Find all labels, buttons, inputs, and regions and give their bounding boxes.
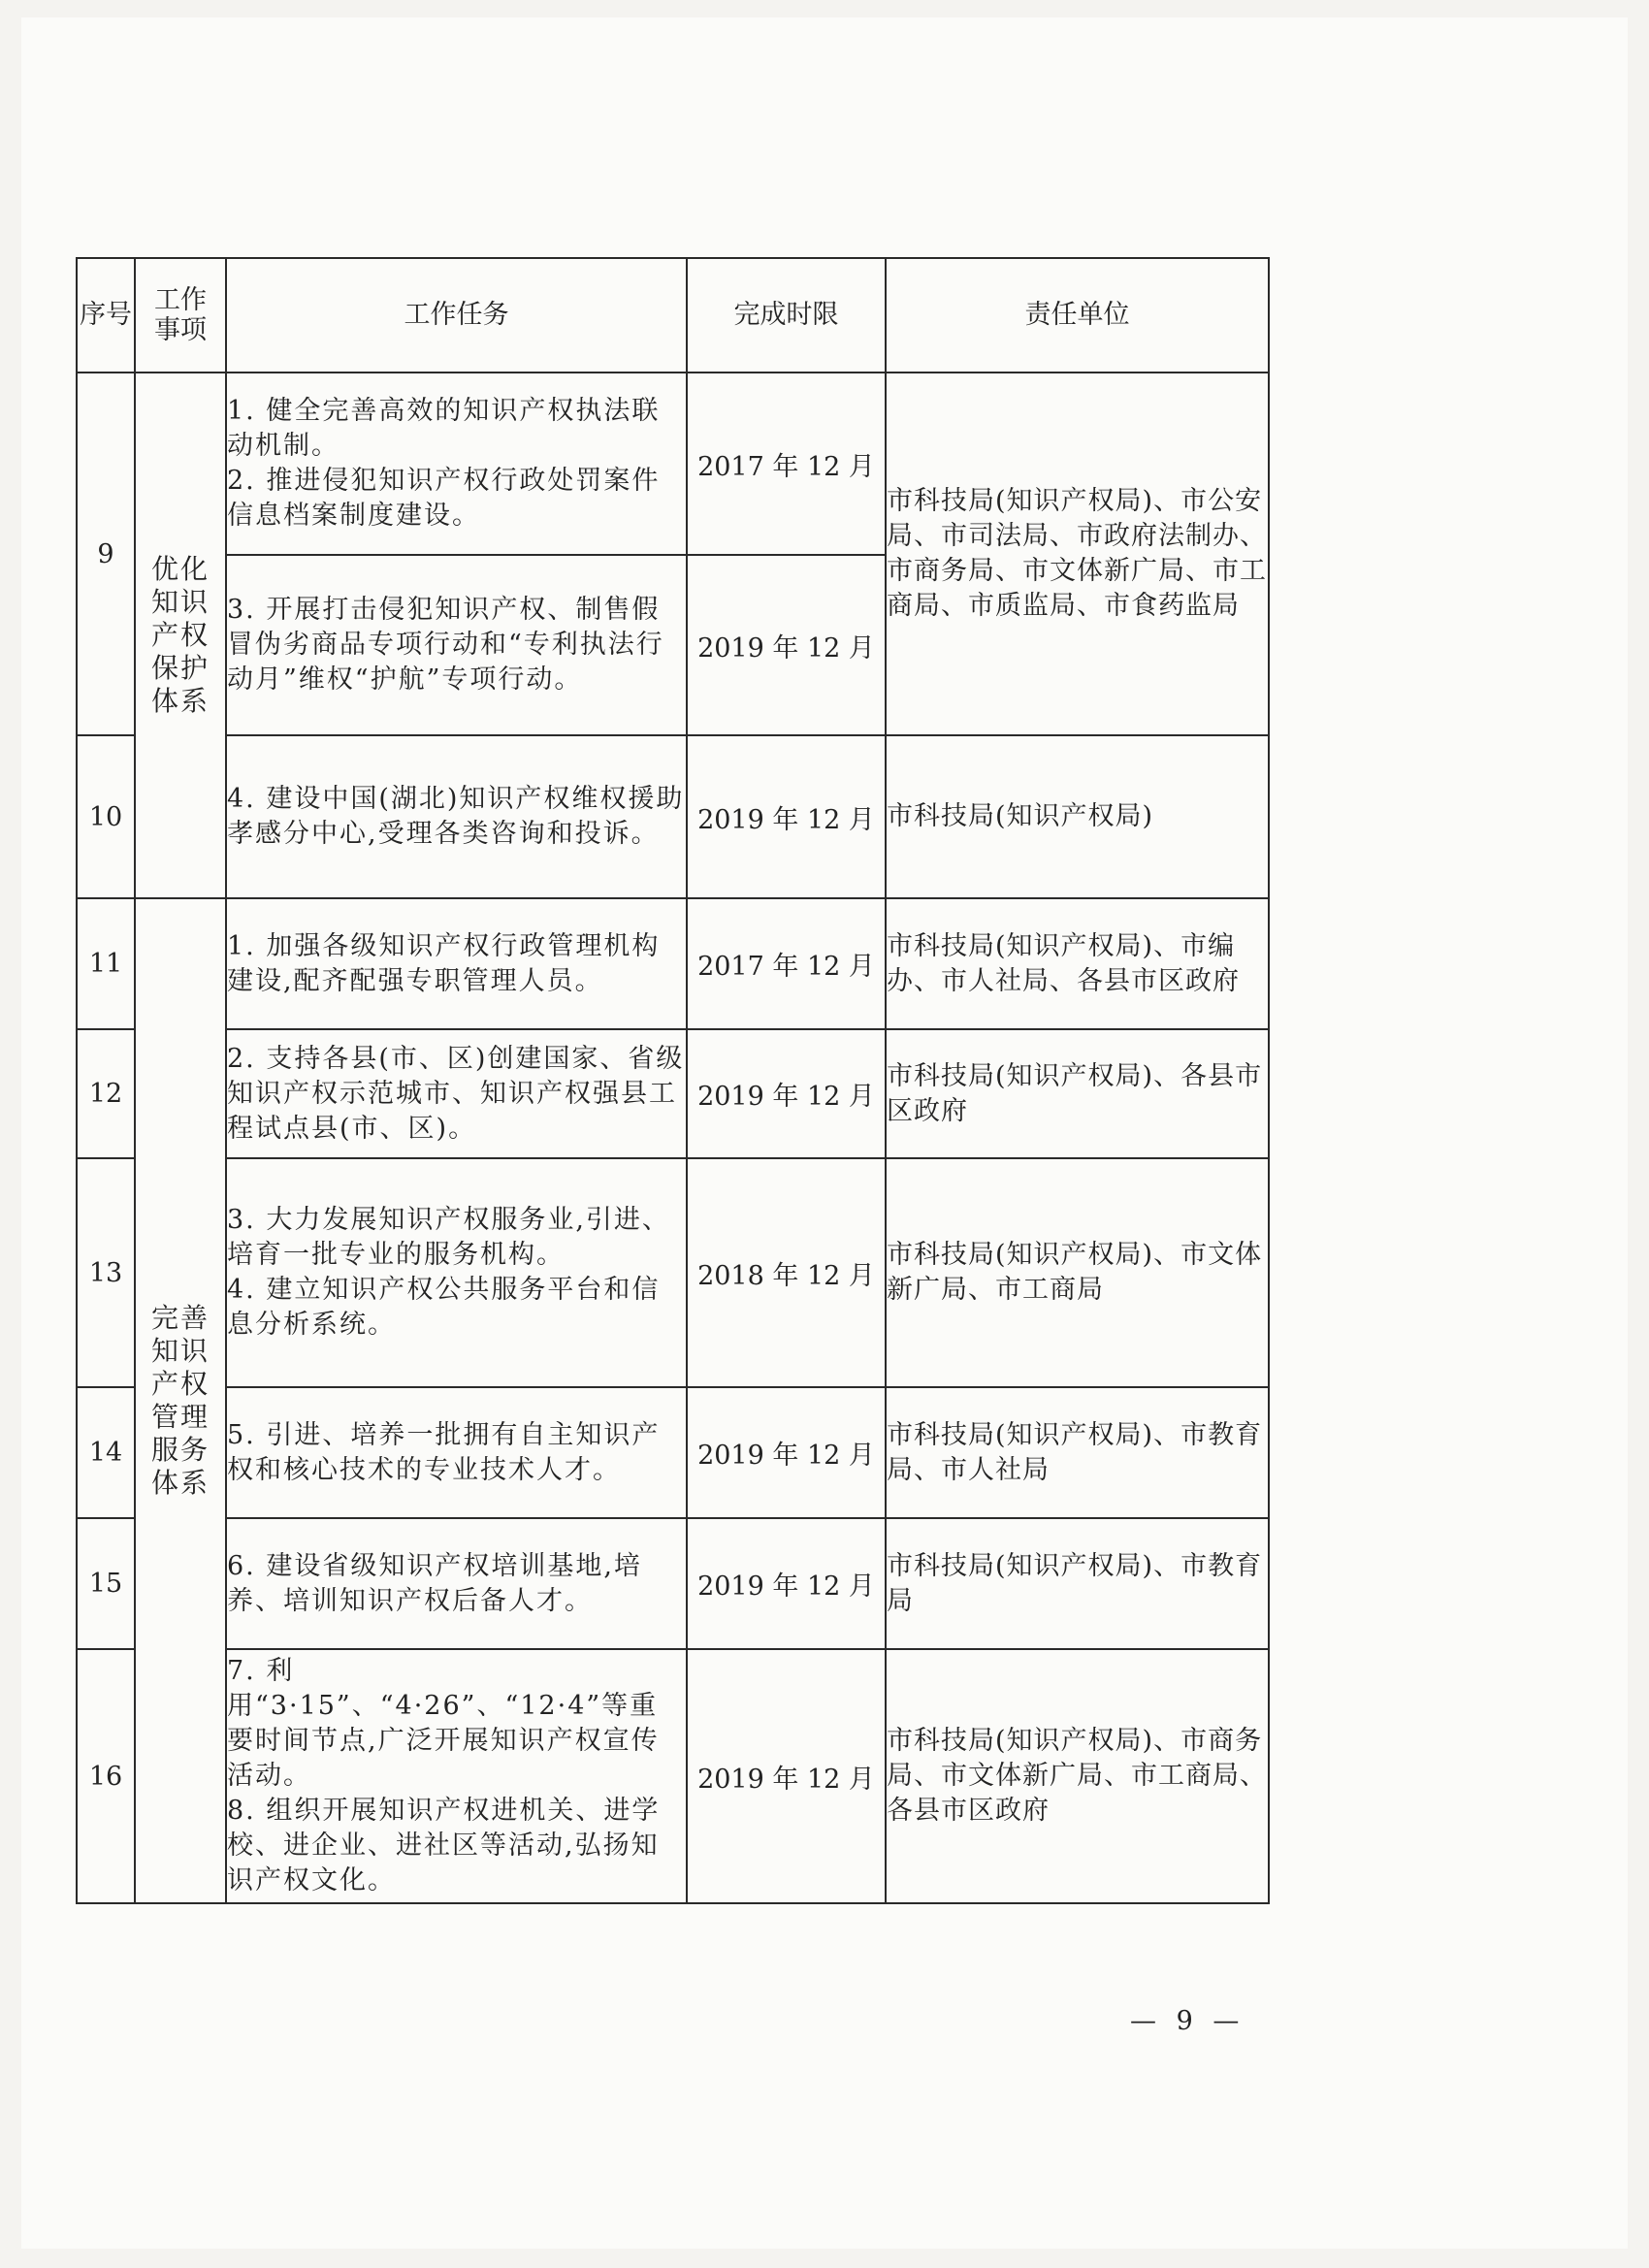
- table-row: [77, 373, 1269, 555]
- category-cell: 优化知识产权保护体系: [135, 373, 226, 898]
- deadline-cell: 2017 年 12 月: [687, 898, 886, 1029]
- seq-cell: 12: [77, 1029, 135, 1158]
- unit-cell: 市科技局(知识产权局)、市商务局、市文体新广局、市工商局、各县市区政府: [886, 1649, 1269, 1903]
- task-cell: 5. 引进、培养一批拥有自主知识产权和核心技术的专业技术人才。: [226, 1387, 687, 1518]
- task-cell: 7. 利用“3·15”、“4·26”、“12·4”等重要时间节点,广泛开展知识产权宣传活动。 8. 组织开展知识产权进机关、进学校、进企业、进社区等活动,弘扬知识产权文化。: [226, 1649, 687, 1903]
- task-cell: 6. 建设省级知识产权培训基地,培养、培训知识产权后备人才。: [226, 1518, 687, 1649]
- table-row: [77, 1518, 1269, 1649]
- unit-cell: 市科技局(知识产权局)、各县市区政府: [886, 1029, 1269, 1158]
- table-row: [77, 1029, 1269, 1158]
- task-cell: 1. 加强各级知识产权行政管理机构建设,配齐配强专职管理人员。: [226, 898, 687, 1029]
- unit-cell: 市科技局(知识产权局)、市文体新广局、市工商局: [886, 1158, 1269, 1387]
- header-row: [77, 258, 1269, 373]
- table-row: [77, 735, 1269, 898]
- unit-cell: 市科技局(知识产权局)、市编办、市人社局、各县市区政府: [886, 898, 1269, 1029]
- task-cell: 4. 建设中国(湖北)知识产权维权援助孝感分中心,受理各类咨询和投诉。: [226, 735, 687, 898]
- task-cell: 3. 开展打击侵犯知识产权、制售假冒伪劣商品专项行动和“专利执法行动月”维权“护航”专项行动。: [226, 555, 687, 735]
- seq-cell: 11: [77, 898, 135, 1029]
- deadline-cell: 2019 年 12 月: [687, 735, 886, 898]
- page-number: — 9 —: [1130, 2006, 1245, 2036]
- task-table: [76, 257, 1270, 1904]
- seq-cell: 15: [77, 1518, 135, 1649]
- task-cell: 1. 健全完善高效的知识产权执法联动机制。 2. 推进侵犯知识产权行政处罚案件信息档案制度建设。: [226, 373, 687, 555]
- seq-cell: 16: [77, 1649, 135, 1903]
- seq-cell: 14: [77, 1387, 135, 1518]
- table-row: [77, 898, 1269, 1029]
- task-cell: 3. 大力发展知识产权服务业,引进、培育一批专业的服务机构。 4. 建立知识产权公共服务平台和信息分析系统。: [226, 1158, 687, 1387]
- deadline-cell: 2019 年 12 月: [687, 1649, 886, 1903]
- seq-cell: 10: [77, 735, 135, 898]
- unit-cell: 市科技局(知识产权局)、市教育局、市人社局: [886, 1387, 1269, 1518]
- deadline-cell: 2019 年 12 月: [687, 1518, 886, 1649]
- unit-cell: 市科技局(知识产权局)、市教育局: [886, 1518, 1269, 1649]
- table-row: [77, 1649, 1269, 1903]
- deadline-cell: 2017 年 12 月: [687, 373, 886, 555]
- unit-cell: 市科技局(知识产权局): [886, 735, 1269, 898]
- task-cell: 2. 支持各县(市、区)创建国家、省级知识产权示范城市、知识产权强县工程试点县(市、区)。: [226, 1029, 687, 1158]
- seq-cell: 13: [77, 1158, 135, 1387]
- header-task: 工作任务: [226, 258, 687, 373]
- header-category: 工作事项: [135, 258, 226, 373]
- unit-cell: 市科技局(知识产权局)、市公安局、市司法局、市政府法制办、市商务局、市文体新广局、市工商局、市质监局、市食药监局: [886, 373, 1269, 735]
- category-cell: 完善知识产权管理服务体系: [135, 898, 226, 1903]
- header-deadline: 完成时限: [687, 258, 886, 373]
- deadline-cell: 2019 年 12 月: [687, 1387, 886, 1518]
- header-seq: 序号: [77, 258, 135, 373]
- deadline-cell: 2018 年 12 月: [687, 1158, 886, 1387]
- table-row: [77, 1158, 1269, 1387]
- deadline-cell: 2019 年 12 月: [687, 555, 886, 735]
- deadline-cell: 2019 年 12 月: [687, 1029, 886, 1158]
- table-row: [77, 1387, 1269, 1518]
- seq-cell: 9: [77, 373, 135, 735]
- header-unit: 责任单位: [886, 258, 1269, 373]
